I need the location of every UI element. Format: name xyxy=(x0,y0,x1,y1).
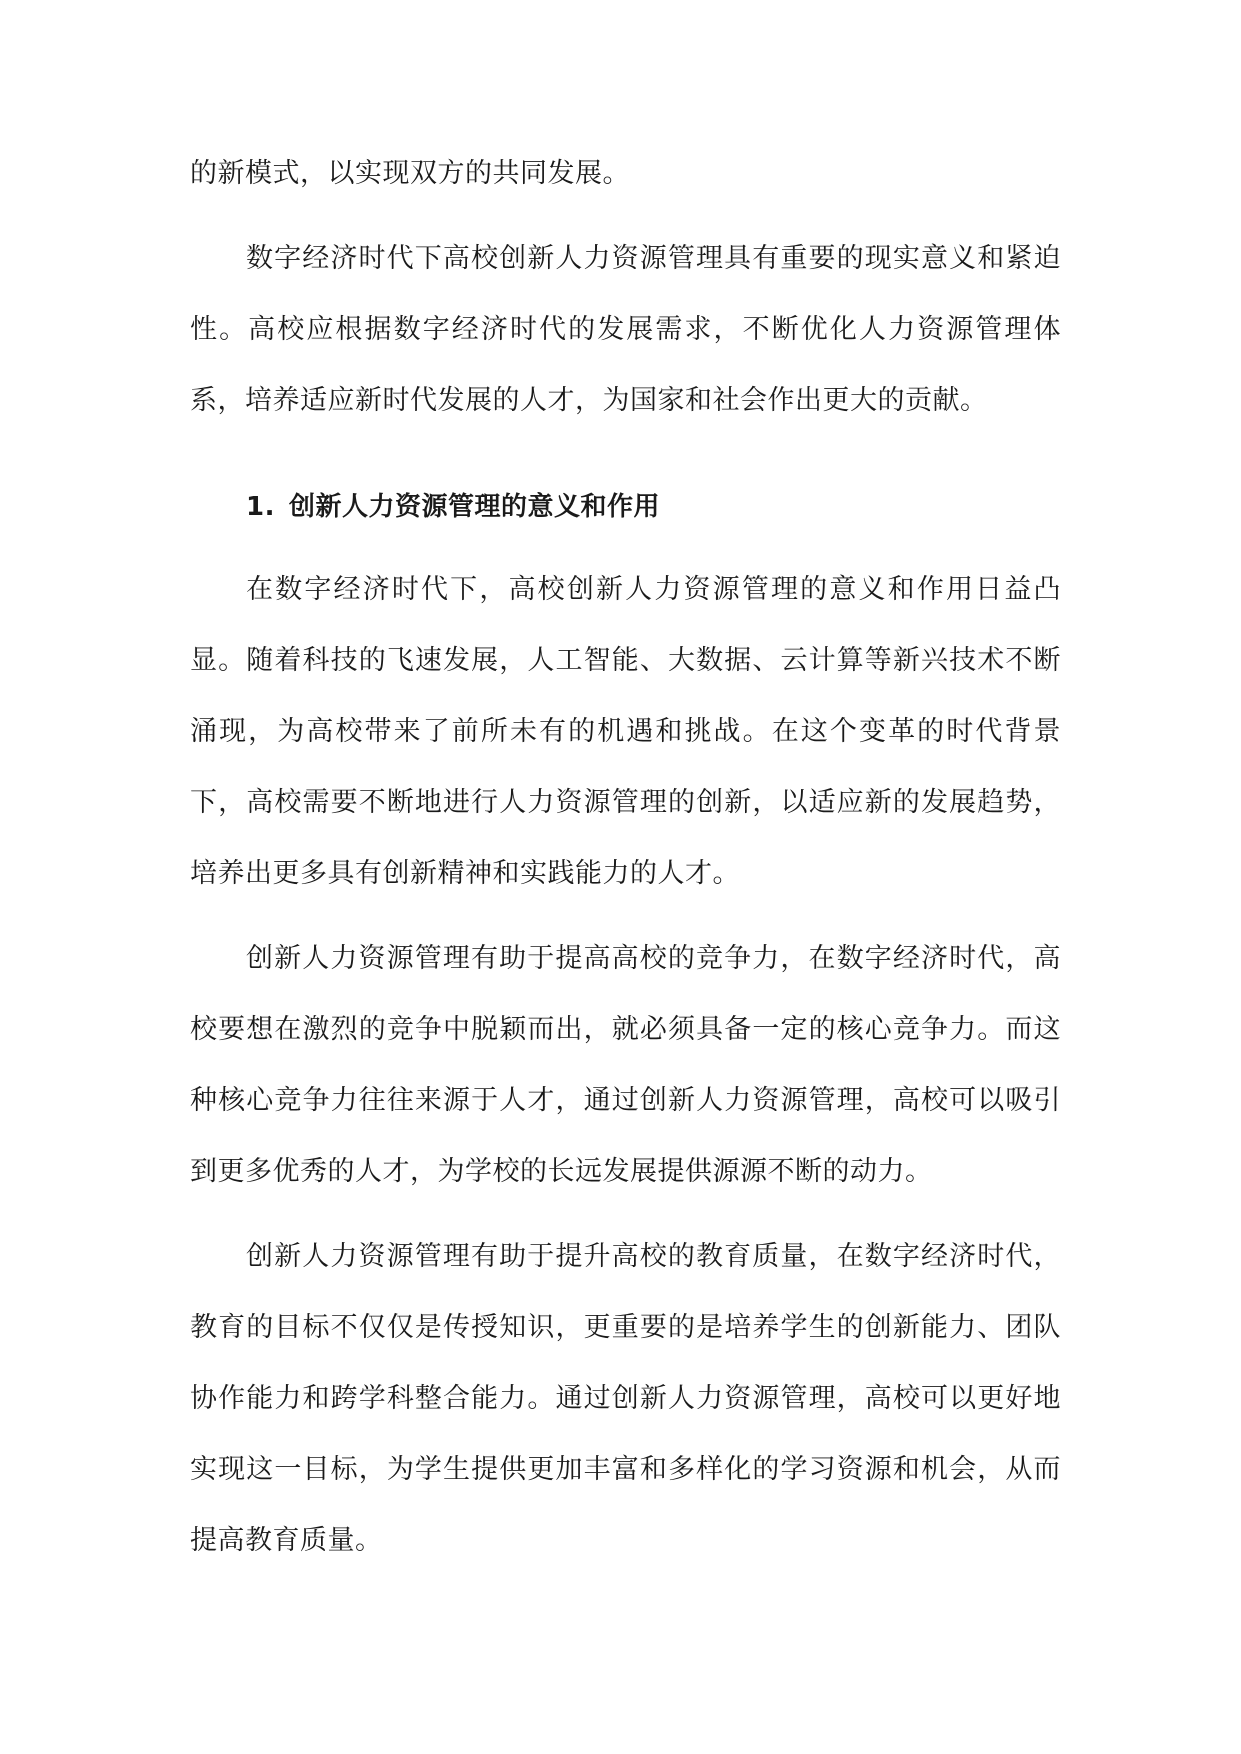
paragraph-spacer xyxy=(190,540,1061,554)
section-title: 创新人力资源管理的意义和作用 xyxy=(288,492,660,522)
paragraph-competitiveness: 创新人力资源管理有助于提高高校的竞争力，在数字经济时代，高校要想在激烈的竞争中脱颖而出，就必须具备一定的核心竞争力。而这种核心竞争力往往来源于人才，通过创新人力资源管理，高校可以吸引到更多优秀的人才，为学校的长远发展提供源源不断的动力。 xyxy=(190,943,1061,1187)
paragraph-spacer xyxy=(190,909,1061,923)
paragraph-spacer xyxy=(190,1207,1061,1221)
paragraph-significance: 在数字经济时代下，高校创新人力资源管理的意义和作用日益凸显。随着科技的飞速发展，人工智能、大数据、云计算等新兴技术不断涌现，为高校带来了前所未有的机遇和挑战。在这个变革的时代背景下，高校需要不断地进行人力资源管理的创新，以适应新的发展趋势，培养出更多具有创新精神和实践能力的人才。 xyxy=(190,574,1061,889)
paragraph-spacer xyxy=(190,209,1061,223)
section-heading xyxy=(190,474,1061,540)
section-number: 1. xyxy=(246,492,275,522)
heading-spacer xyxy=(190,436,1061,474)
paragraph-continuation: 的新模式，以实现双方的共同发展。 xyxy=(190,158,630,189)
paragraph-education-quality: 创新人力资源管理有助于提升高校的教育质量，在数字经济时代，教育的目标不仅仅是传授知识，更重要的是培养学生的创新能力、团队协作能力和跨学科整合能力。通过创新人力资源管理，高校可以更好地实现这一目标，为学生提供更加丰富和多样化的学习资源和机会，从而提高教育质量。 xyxy=(190,1241,1061,1556)
paragraph-intro-summary: 数字经济时代下高校创新人力资源管理具有重要的现实意义和紧迫性。高校应根据数字经济时代的发展需求，不断优化人力资源管理体系，培养适应新时代发展的人才，为国家和社会作出更大的贡献。 xyxy=(190,243,1061,416)
